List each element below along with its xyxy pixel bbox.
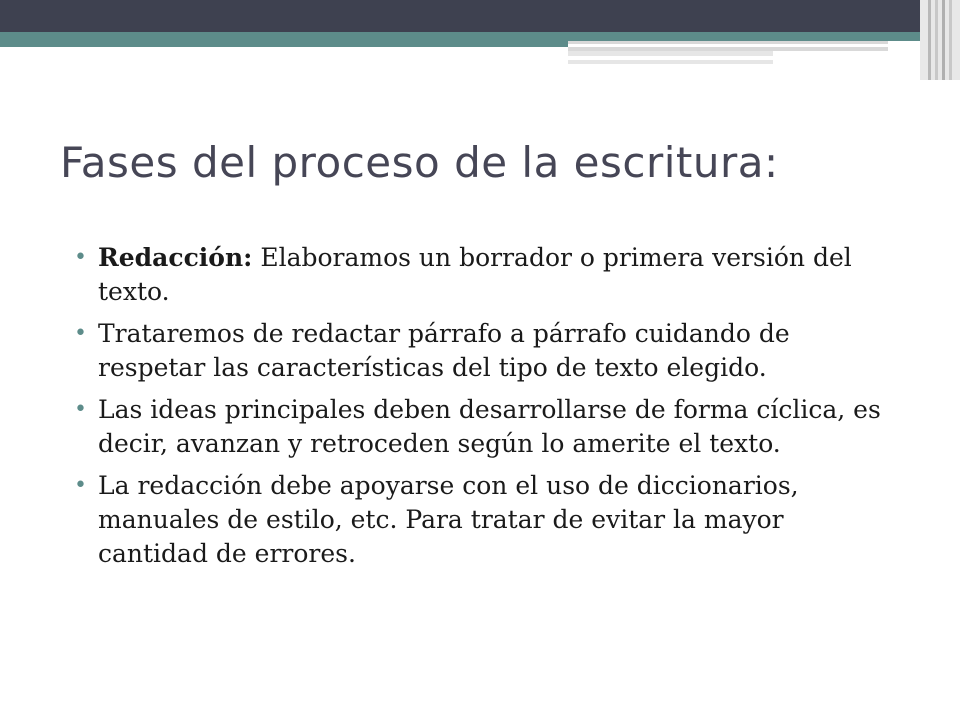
header-corner-block — [920, 0, 960, 80]
header-band — [0, 0, 960, 32]
bullet-marker: • — [74, 473, 87, 498]
bullet-lead: Redacción: — [98, 243, 253, 272]
corner-bar — [949, 0, 952, 80]
bullet-text: Elaboramos un borrador o primera versión del texto. — [98, 243, 852, 306]
corner-bar — [942, 0, 945, 80]
header-stripe-short-highlight — [568, 56, 773, 60]
bullet-text: Trataremos de redactar párrafo a párrafo cuidando de respetar las características del tipo de texto elegido. — [98, 319, 790, 382]
bullet-item — [74, 393, 884, 461]
corner-bar — [928, 0, 931, 80]
bullet-text: Las ideas principales deben desarrollarse de forma cíclica, es decir, avanzan y retroceden según lo amerite el texto. — [98, 395, 881, 458]
bullet-item — [74, 469, 884, 571]
bullet-marker: • — [74, 397, 87, 422]
bullet-marker: • — [74, 321, 87, 346]
header-accent-line — [0, 32, 920, 41]
bullet-text: La redacción debe apoyarse con el uso de diccionarios, manuales de estilo, etc. Para tratar de evitar la mayor cantidad de errores. — [98, 471, 799, 568]
bullet-marker: • — [74, 245, 87, 270]
corner-bar — [935, 0, 938, 80]
bullet-item — [74, 241, 884, 309]
bullet-item — [74, 317, 884, 385]
header-accent-line-lower — [0, 41, 568, 47]
header-stripe-highlight — [568, 44, 888, 47]
slide-title: Fases del proceso de la escritura: — [60, 138, 779, 187]
bullet-list — [74, 241, 884, 579]
